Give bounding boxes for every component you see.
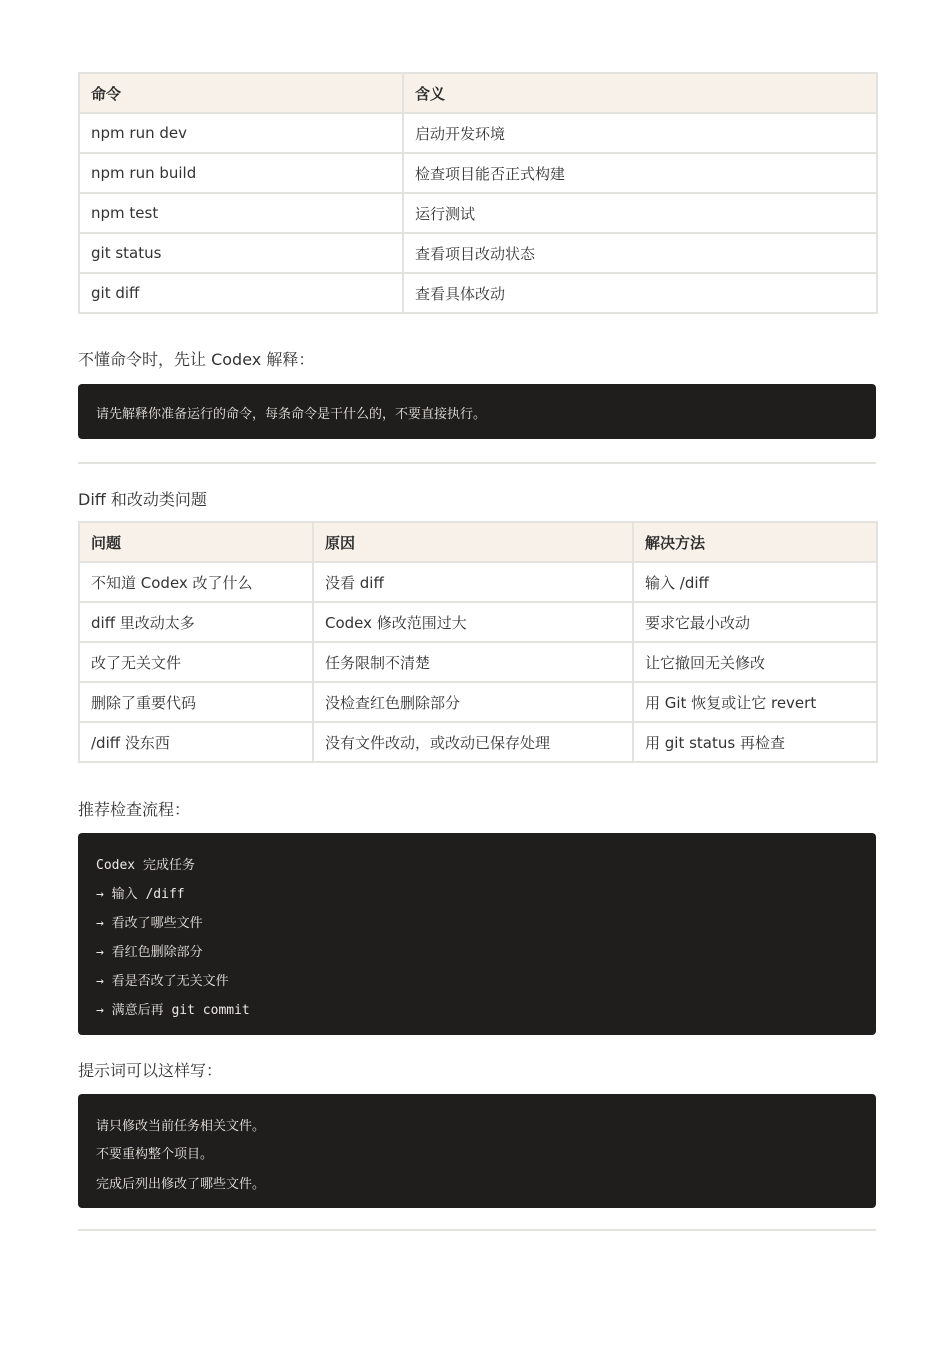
solution-cell: 输入 /diff [633, 562, 877, 602]
solution-cell: 用 git status 再检查 [633, 722, 877, 762]
code-line: 不要重构整个项目。 [96, 1147, 214, 1162]
column-header: 命令 [79, 73, 403, 113]
explain-intro-text: 不懂命令时，先让 Codex 解释： [78, 350, 315, 369]
problem-cell: 删除了重要代码 [79, 682, 313, 722]
explain-code-block [78, 384, 876, 439]
command-cell: git status [79, 233, 403, 273]
table-row [79, 642, 877, 682]
code-line: → 满意后再 git commit [96, 1003, 250, 1018]
code-line: 完成后列出修改了哪些文件。 [96, 1177, 266, 1192]
code-line: 请先解释你准备运行的命令，每条命令是干什么的，不要直接执行。 [96, 407, 487, 422]
flow-intro-text: 推荐检查流程： [78, 800, 191, 819]
section-divider [78, 1229, 876, 1231]
column-header: 解决方法 [633, 522, 877, 562]
table-row [79, 682, 877, 722]
cause-cell: 没有文件改动，或改动已保存处理 [313, 722, 633, 762]
table-row [79, 562, 877, 602]
cause-cell: Codex 修改范围过大 [313, 602, 633, 642]
table-row [79, 193, 877, 233]
diff-problems-table [78, 521, 878, 763]
prompt-intro-text: 提示词可以这样写： [78, 1061, 223, 1080]
code-line: → 输入 /diff [96, 887, 185, 902]
meaning-cell: 查看具体改动 [403, 273, 877, 313]
solution-cell: 用 Git 恢复或让它 revert [633, 682, 877, 722]
table-row [79, 273, 877, 313]
code-line: Codex 完成任务 [96, 858, 195, 873]
code-line: → 看红色删除部分 [96, 945, 203, 960]
meaning-cell: 检查项目能否正式构建 [403, 153, 877, 193]
commands-table [78, 72, 878, 314]
table-row [79, 722, 877, 762]
command-cell: npm test [79, 193, 403, 233]
solution-cell: 要求它最小改动 [633, 602, 877, 642]
cause-cell: 任务限制不清楚 [313, 642, 633, 682]
code-line: 请只修改当前任务相关文件。 [96, 1119, 266, 1134]
column-header: 含义 [403, 73, 877, 113]
column-header: 原因 [313, 522, 633, 562]
solution-cell: 让它撤回无关修改 [633, 642, 877, 682]
section-divider [78, 462, 876, 464]
meaning-cell: 运行测试 [403, 193, 877, 233]
table-row [79, 153, 877, 193]
table-header-row [79, 73, 877, 113]
meaning-cell: 启动开发环境 [403, 113, 877, 153]
problem-cell: diff 里改动太多 [79, 602, 313, 642]
meaning-cell: 查看项目改动状态 [403, 233, 877, 273]
code-line: → 看改了哪些文件 [96, 916, 203, 931]
table-row [79, 602, 877, 642]
command-cell: npm run build [79, 153, 403, 193]
flow-code-block [78, 833, 876, 1035]
problem-cell: 改了无关文件 [79, 642, 313, 682]
column-header: 问题 [79, 522, 313, 562]
code-line: → 看是否改了无关文件 [96, 974, 229, 989]
cause-cell: 没看 diff [313, 562, 633, 602]
table-row [79, 113, 877, 153]
problem-cell: /diff 没东西 [79, 722, 313, 762]
problem-cell: 不知道 Codex 改了什么 [79, 562, 313, 602]
prompt-code-block [78, 1094, 876, 1208]
command-cell: git diff [79, 273, 403, 313]
command-cell: npm run dev [79, 113, 403, 153]
table-header-row [79, 522, 877, 562]
section-title: Diff 和改动类问题 [78, 490, 207, 509]
cause-cell: 没检查红色删除部分 [313, 682, 633, 722]
table-row [79, 233, 877, 273]
